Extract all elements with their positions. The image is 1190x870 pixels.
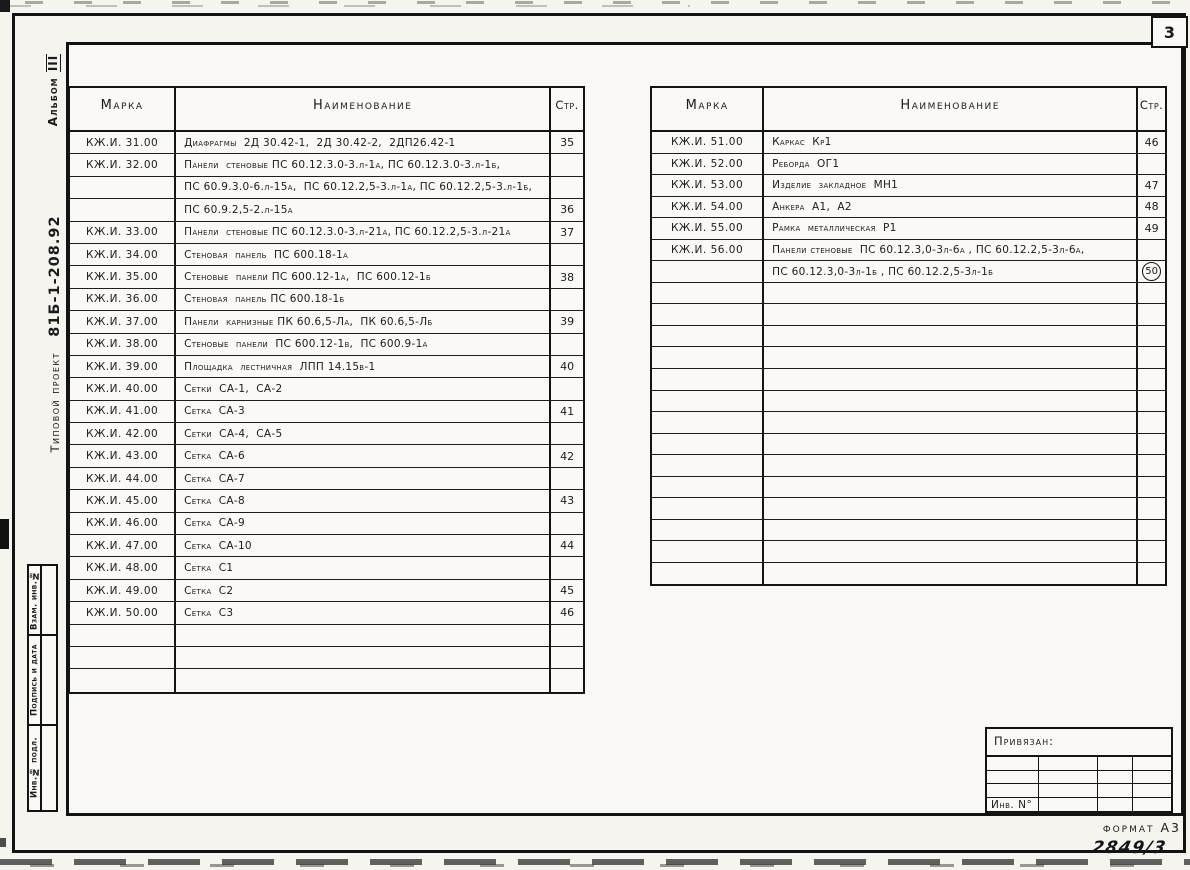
cell-page <box>1138 434 1165 455</box>
header-page: Стр. <box>555 98 579 112</box>
binding-box <box>985 727 1173 813</box>
cell-name: Рамка металлическая Р1 <box>764 218 1138 239</box>
scan-artifact-bottom <box>0 859 1190 865</box>
cell-name: Стеновая панель ПС 600.18-1а <box>176 244 551 265</box>
cell-page <box>551 647 583 668</box>
cell-mark: КЖ.И. 54.00 <box>652 197 764 218</box>
table-row <box>70 222 583 244</box>
cell-name: Панели стеновые ПС 60.12.3.0-3.л-1а, ПС 60.12.3.0-3.л-1б, <box>176 154 551 175</box>
table-row <box>652 154 1165 176</box>
cell-name: Сетки СА-1, СА-2 <box>176 378 551 399</box>
cell-name: Панели стеновые ПС 60.12.3,0-3л-6а , ПС 60.12.2,5-3л-6а, <box>764 240 1138 261</box>
binding-title: Привязан: <box>987 729 1171 757</box>
table-row <box>652 520 1165 542</box>
binding-cell <box>1098 771 1133 785</box>
table-row <box>70 669 583 691</box>
cell-mark: КЖ.И. 33.00 <box>70 222 176 243</box>
cell-name <box>764 434 1138 455</box>
stamp-cell <box>29 566 56 636</box>
cell-name: Стеновые панели ПС 600.12-1а, ПС 600.12-1б <box>176 266 551 287</box>
table-row <box>70 557 583 579</box>
header-name: Наименование <box>764 88 1138 130</box>
table-row <box>70 266 583 288</box>
cell-mark <box>652 434 764 455</box>
cell-mark: КЖ.И. 42.00 <box>70 423 176 444</box>
binding-cell <box>1098 757 1133 771</box>
cell-name: Сетки СА-4, СА-5 <box>176 423 551 444</box>
cell-name: ПС 60.12.3,0-3л-1б , ПС 60.12.2,5-3л-1б <box>764 261 1138 282</box>
cell-page <box>1138 283 1165 304</box>
cell-name <box>176 625 551 646</box>
cell-page: 42 <box>560 449 575 463</box>
cell-name: Панели стеновые ПС 60.12.3.0-3.л-21а, ПС 60.12.2,5-3.л-21а <box>176 222 551 243</box>
cell-page <box>551 289 583 310</box>
table-row <box>70 378 583 400</box>
table-row <box>652 175 1165 197</box>
album-numeral: III <box>46 54 60 72</box>
binding-grid <box>987 757 1171 811</box>
cell-page <box>1138 498 1165 519</box>
cell-mark: КЖ.И. 51.00 <box>652 132 764 153</box>
cell-name: ПС 60.9.3.0-6.л-15а, ПС 60.12.2,5-3.л-1а, ПС 60.12.2,5-3.л-1б, <box>176 177 551 198</box>
binding-cell <box>987 784 1039 798</box>
cell-page <box>1138 541 1165 562</box>
cell-page <box>1138 391 1165 412</box>
index-table-left <box>68 86 585 694</box>
table-row <box>70 625 583 647</box>
cell-page: 43 <box>560 494 575 508</box>
table-row <box>652 197 1165 219</box>
cell-mark: КЖ.И. 39.00 <box>70 356 176 377</box>
table-row <box>652 541 1165 563</box>
cell-mark <box>652 541 764 562</box>
cell-name: Изделие закладное МН1 <box>764 175 1138 196</box>
cell-page <box>551 468 583 489</box>
cell-mark: КЖ.И. 47.00 <box>70 535 176 556</box>
table-header-row <box>70 88 583 132</box>
binding-cell <box>1133 771 1171 785</box>
stamp-cell <box>29 636 56 726</box>
format-label: формат А3 <box>1102 820 1181 835</box>
cell-name <box>764 498 1138 519</box>
table-row <box>70 580 583 602</box>
table-row <box>70 177 583 199</box>
table-row <box>70 490 583 512</box>
cell-name <box>176 647 551 668</box>
cell-mark: КЖ.И. 32.00 <box>70 154 176 175</box>
cell-page: 39 <box>560 315 575 329</box>
cell-name: Сетка СА-10 <box>176 535 551 556</box>
cell-page <box>551 154 583 175</box>
table-body <box>652 132 1165 584</box>
cell-page <box>551 378 583 399</box>
scan-artifact-left <box>0 838 6 847</box>
table-row <box>652 391 1165 413</box>
cell-page: 48 <box>1144 200 1159 214</box>
scan-artifact-left <box>0 519 9 549</box>
cell-page <box>1138 154 1165 175</box>
cell-mark <box>652 520 764 541</box>
cell-mark: КЖ.И. 45.00 <box>70 490 176 511</box>
table-row <box>70 535 583 557</box>
cell-name <box>764 283 1138 304</box>
cell-mark: КЖ.И. 55.00 <box>652 218 764 239</box>
table-row <box>70 445 583 467</box>
table-row <box>652 304 1165 326</box>
cell-page: 38 <box>560 270 575 284</box>
project-label: Типовой проект 81Б-1-208.92 <box>47 215 63 453</box>
cell-page: 47 <box>1144 178 1159 192</box>
cell-page: 44 <box>560 539 575 553</box>
cell-mark <box>652 326 764 347</box>
stamp-label: Взам. инв.№ <box>29 570 40 630</box>
cell-mark: КЖ.И. 46.00 <box>70 513 176 534</box>
cell-mark <box>70 177 176 198</box>
album-label: Альбом III <box>46 54 60 127</box>
cell-page <box>1138 520 1165 541</box>
cell-mark: КЖ.И. 49.00 <box>70 580 176 601</box>
cell-name <box>764 369 1138 390</box>
circled-page-number: 50 <box>1142 262 1161 281</box>
cell-mark <box>652 455 764 476</box>
cell-page <box>551 557 583 578</box>
table-row <box>70 244 583 266</box>
table-row <box>70 468 583 490</box>
cell-mark <box>652 563 764 585</box>
cell-name: Реборда ОГ1 <box>764 154 1138 175</box>
cell-mark <box>70 199 176 220</box>
scan-artifact-top <box>0 5 690 7</box>
stamp-label: Инв.№ подл. <box>29 737 40 799</box>
cell-mark: КЖ.И. 53.00 <box>652 175 764 196</box>
cell-page <box>551 625 583 646</box>
table-body <box>70 132 583 692</box>
table-row <box>70 334 583 356</box>
index-table-right <box>650 86 1167 586</box>
cell-name: Сетка СА-7 <box>176 468 551 489</box>
cell-name: Каркас Кр1 <box>764 132 1138 153</box>
cell-mark <box>652 283 764 304</box>
header-mark: Марка <box>70 88 176 130</box>
handwritten-doc-number: 2849/3 <box>1089 838 1169 858</box>
cell-name: Анкера А1, А2 <box>764 197 1138 218</box>
cell-page <box>1138 455 1165 476</box>
cell-mark: КЖ.И. 34.00 <box>70 244 176 265</box>
cell-page: 37 <box>560 225 575 239</box>
cell-mark: КЖ.И. 36.00 <box>70 289 176 310</box>
cell-page: 46 <box>1144 135 1159 149</box>
table-row <box>652 240 1165 262</box>
table-row <box>652 369 1165 391</box>
cell-name: Сетка С1 <box>176 557 551 578</box>
cell-name <box>764 347 1138 368</box>
binding-cell <box>1098 798 1133 812</box>
cell-mark: КЖ.И. 52.00 <box>652 154 764 175</box>
cell-page: 36 <box>560 203 575 217</box>
cell-mark <box>652 369 764 390</box>
table-row <box>70 423 583 445</box>
cell-name: Сетка СА-8 <box>176 490 551 511</box>
cell-name: Сетка С2 <box>176 580 551 601</box>
cell-name <box>764 541 1138 562</box>
cell-page <box>1138 347 1165 368</box>
cell-page: 40 <box>560 360 575 374</box>
cell-name: Сетка СА-6 <box>176 445 551 466</box>
header-mark: Марка <box>652 88 764 130</box>
cell-mark <box>652 498 764 519</box>
cell-page <box>551 669 583 691</box>
table-row <box>652 218 1165 240</box>
binding-cell <box>1039 784 1098 798</box>
cell-name: Стеновая панель ПС 600.18-1б <box>176 289 551 310</box>
cell-mark <box>70 669 176 691</box>
table-row <box>70 154 583 176</box>
cell-mark: КЖ.И. 56.00 <box>652 240 764 261</box>
cell-mark <box>70 625 176 646</box>
table-row <box>70 647 583 669</box>
cell-name <box>764 412 1138 433</box>
cell-page: 41 <box>560 404 575 418</box>
table-row <box>70 513 583 535</box>
cell-mark: КЖ.И. 40.00 <box>70 378 176 399</box>
cell-page <box>1138 412 1165 433</box>
stamp-column <box>27 564 58 812</box>
table-row <box>652 326 1165 348</box>
cell-name: Площадка лестничная ЛПП 14.15в-1 <box>176 356 551 377</box>
cell-page <box>1138 240 1165 261</box>
binding-cell <box>1039 757 1098 771</box>
table-row <box>70 602 583 624</box>
cell-page: 35 <box>560 136 575 150</box>
table-row <box>652 347 1165 369</box>
table-row <box>652 283 1165 305</box>
cell-page <box>1138 477 1165 498</box>
cell-name <box>764 520 1138 541</box>
scan-artifact-bottom <box>30 864 1190 867</box>
cell-name: Сетка С3 <box>176 602 551 623</box>
cell-page: 45 <box>560 584 575 597</box>
binding-cell <box>1098 784 1133 798</box>
cell-mark <box>652 261 764 282</box>
cell-name: Диафрагмы 2Д 30.42-1, 2Д 30.42-2, 2ДП26.42-1 <box>176 132 551 153</box>
cell-mark: КЖ.И. 38.00 <box>70 334 176 355</box>
cell-name: Сетка СА-9 <box>176 513 551 534</box>
binding-cell <box>987 757 1039 771</box>
table-row <box>70 132 583 154</box>
binding-cell <box>1039 798 1098 812</box>
table-row <box>652 563 1165 585</box>
cell-page <box>1138 261 1165 282</box>
table-row <box>70 401 583 423</box>
cell-name <box>764 304 1138 325</box>
project-number: 81Б-1-208.92 <box>47 215 63 337</box>
cell-name <box>764 477 1138 498</box>
cell-name: ПС 60.9.2,5-2.л-15а <box>176 199 551 220</box>
cell-mark: КЖ.И. 43.00 <box>70 445 176 466</box>
cell-name <box>764 455 1138 476</box>
scan-artifact-left <box>0 0 10 12</box>
cell-page <box>551 334 583 355</box>
cell-mark <box>652 304 764 325</box>
table-row <box>652 412 1165 434</box>
cell-mark <box>652 477 764 498</box>
table-row <box>652 455 1165 477</box>
cell-mark <box>652 391 764 412</box>
stamp-label: Подпись и дата <box>29 644 40 716</box>
cell-page: 49 <box>1144 221 1159 235</box>
cell-name <box>764 563 1138 585</box>
table-row <box>652 498 1165 520</box>
header-name: Наименование <box>176 88 551 130</box>
table-row <box>652 477 1165 499</box>
table-header-row <box>652 88 1165 132</box>
cell-name <box>764 326 1138 347</box>
cell-page <box>1138 304 1165 325</box>
binding-inv-label-cell: Инв. N° <box>987 798 1039 812</box>
binding-cell <box>1133 784 1171 798</box>
cell-mark: КЖ.И. 37.00 <box>70 311 176 332</box>
cell-page <box>551 177 583 198</box>
cell-name: Панели карнизные ПК 60.6,5-Ла, ПК 60.6,5-Лб <box>176 311 551 332</box>
cell-page <box>551 513 583 534</box>
cell-page <box>551 244 583 265</box>
cell-mark: КЖ.И. 48.00 <box>70 557 176 578</box>
cell-name: Стеновые панели ПС 600.12-1в, ПС 600.9-1а <box>176 334 551 355</box>
cell-page <box>1138 369 1165 390</box>
cell-name <box>176 669 551 691</box>
cell-name <box>764 391 1138 412</box>
header-page: Стр. <box>1139 98 1164 112</box>
cell-page <box>551 423 583 444</box>
table-row <box>652 132 1165 154</box>
table-row <box>70 199 583 221</box>
cell-page <box>1138 326 1165 347</box>
binding-cell <box>1133 757 1171 771</box>
cell-mark: КЖ.И. 44.00 <box>70 468 176 489</box>
sheet-number-box <box>1151 16 1188 48</box>
cell-page <box>1138 563 1165 585</box>
cell-name: Сетка СА-3 <box>176 401 551 422</box>
stamp-cell <box>29 726 56 810</box>
binding-cell <box>1133 798 1171 812</box>
table-row <box>70 356 583 378</box>
cell-mark: КЖ.И. 50.00 <box>70 602 176 623</box>
cell-mark: КЖ.И. 41.00 <box>70 401 176 422</box>
binding-cell <box>1039 771 1098 785</box>
cell-mark <box>652 412 764 433</box>
cell-mark <box>652 347 764 368</box>
scan-artifact-top <box>25 1 1190 4</box>
table-row <box>652 261 1165 283</box>
cell-page: 46 <box>560 606 575 620</box>
cell-mark: КЖ.И. 31.00 <box>70 132 176 153</box>
cell-mark <box>70 647 176 668</box>
cell-mark: КЖ.И. 35.00 <box>70 266 176 287</box>
binding-cell <box>987 771 1039 785</box>
table-row <box>70 311 583 333</box>
table-row <box>70 289 583 311</box>
table-row <box>652 434 1165 456</box>
sheet-number: 3 <box>1163 22 1176 42</box>
